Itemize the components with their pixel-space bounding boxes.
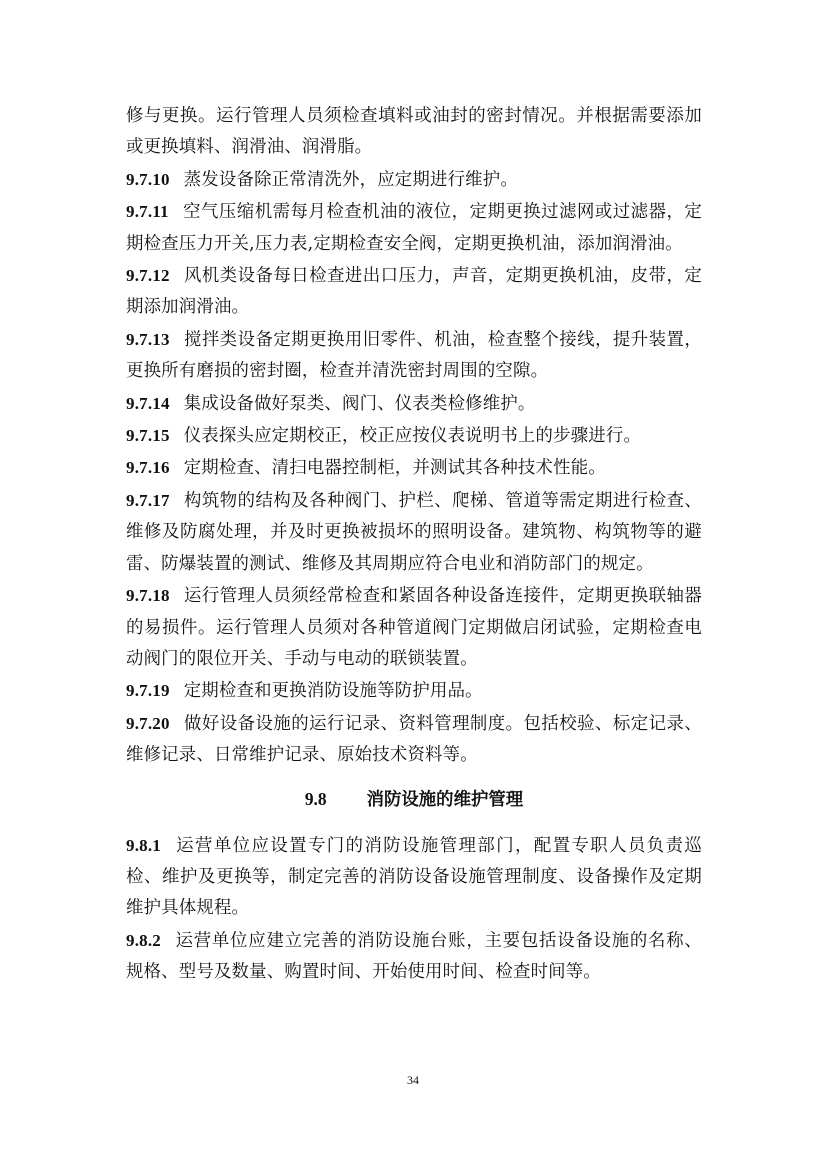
clause-number: 9.7.17: [126, 490, 170, 510]
clause-text: 运营单位应设置专门的消防设施管理部门，配置专职人员负责巡检、维护及更换等，制定完善的消防设备设施管理制度、设备操作及定期维护具体规程。: [126, 835, 702, 919]
clause-text: 运营单位应建立完善的消防设施台账，主要包括设备设施的名称、规格、型号及数量、购置时间、开始使用时间、检查时间等。: [126, 930, 702, 983]
clause-number: 9.7.13: [126, 329, 170, 349]
paragraph-9-8-2: [126, 925, 702, 989]
paragraph-9-7-19: [126, 675, 702, 707]
paragraph-9-7-11: [126, 196, 702, 260]
clause-text: 定期检查和更换消防设施等防护用品。: [183, 681, 483, 702]
clause-text: 运行管理人员须经常检查和紧固各种设备连接件，定期更换联轴器的易损件。运行管理人员须对各种管道阀门定期做启闭试验，定期检查电动阀门的限位开关、手动与电动的联锁装置。: [126, 586, 702, 669]
paragraph-9-7-17: [126, 485, 702, 580]
paragraph-9-7-14: [126, 388, 702, 420]
section-title-text: 消防设施的维护管理: [366, 789, 524, 810]
clause-number: 9.7.12: [126, 266, 170, 286]
paragraph-9-7-10: [126, 164, 702, 196]
clause-number: 9.7.10: [126, 169, 170, 189]
clause-number: 9.7.15: [126, 426, 170, 446]
clause-number: 9.7.11: [126, 202, 169, 222]
clause-text: 空气压缩机需每月检查机油的液位，定期更换过滤网或过滤器，定期检查压力开关,压力表,定期检查安全阀，定期更换机油，添加润滑油。: [126, 202, 702, 254]
section-heading: [126, 784, 702, 816]
paragraph-9-7-18: [126, 580, 702, 675]
section-number: 9.8: [304, 788, 327, 809]
paragraph-group-9-7: [126, 101, 702, 772]
paragraph-group-9-8: [126, 830, 702, 989]
clause-text: 蒸发设备除正常清洗外，应定期进行维护。: [183, 169, 518, 190]
paragraph-9-7-20: [126, 708, 702, 772]
paragraph-9-7-15: [126, 420, 702, 452]
clause-text: 仪表探头应定期校正，校正应按仪表说明书上的步骤进行。: [183, 426, 642, 447]
page-number: 34: [407, 1073, 419, 1087]
clause-text: 风机类设备每日检查进出口压力，声音，定期更换机油，皮带，定期添加润滑油。: [126, 266, 702, 318]
clause-number: 9.7.19: [126, 681, 170, 701]
clause-text: 做好设备设施的运行记录、资料管理制度。包括校验、标定记录、维修记录、日常维护记录、原始技术资料等。: [126, 713, 702, 766]
clause-text: 构筑物的结构及各种阀门、护栏、爬梯、管道等需定期进行检查、维修及防腐处理，并及时更换被损坏的照明设备。建筑物、构筑物等的避雷、防爆装置的测试、维修及其周期应符合电业和消防部门的规定。: [126, 490, 702, 574]
clause-number: 9.7.16: [126, 458, 170, 478]
document-page: [126, 101, 702, 989]
clause-number: 9.7.14: [126, 393, 170, 413]
paragraph-9-7-12: [126, 260, 702, 324]
clause-text: 定期检查、清扫电器控制柜，并测试其各种技术性能。: [183, 458, 606, 479]
clause-number: 9.8.1: [126, 835, 161, 855]
clause-number: 9.7.18: [126, 586, 170, 606]
clause-text: 搅拌类设备定期更换用旧零件、机油，检查整个接线，提升装置，更换所有磨损的密封圈，检查并清洗密封周围的空隙。: [126, 329, 702, 382]
paragraph-continuation: 修与更换。运行管理人员须检查填料或油封的密封情况。并根据需要添加或更换填料、润滑油、润滑脂。: [126, 106, 702, 158]
paragraph-9-7-16: [126, 452, 702, 484]
clause-text: 集成设备做好泵类、阀门、仪表类检修维护。: [183, 393, 536, 414]
paragraph-9-7-13: [126, 324, 702, 388]
clause-number: 9.8.2: [126, 930, 161, 950]
paragraph-9-8-1: [126, 830, 702, 925]
clause-number: 9.7.20: [126, 713, 170, 733]
